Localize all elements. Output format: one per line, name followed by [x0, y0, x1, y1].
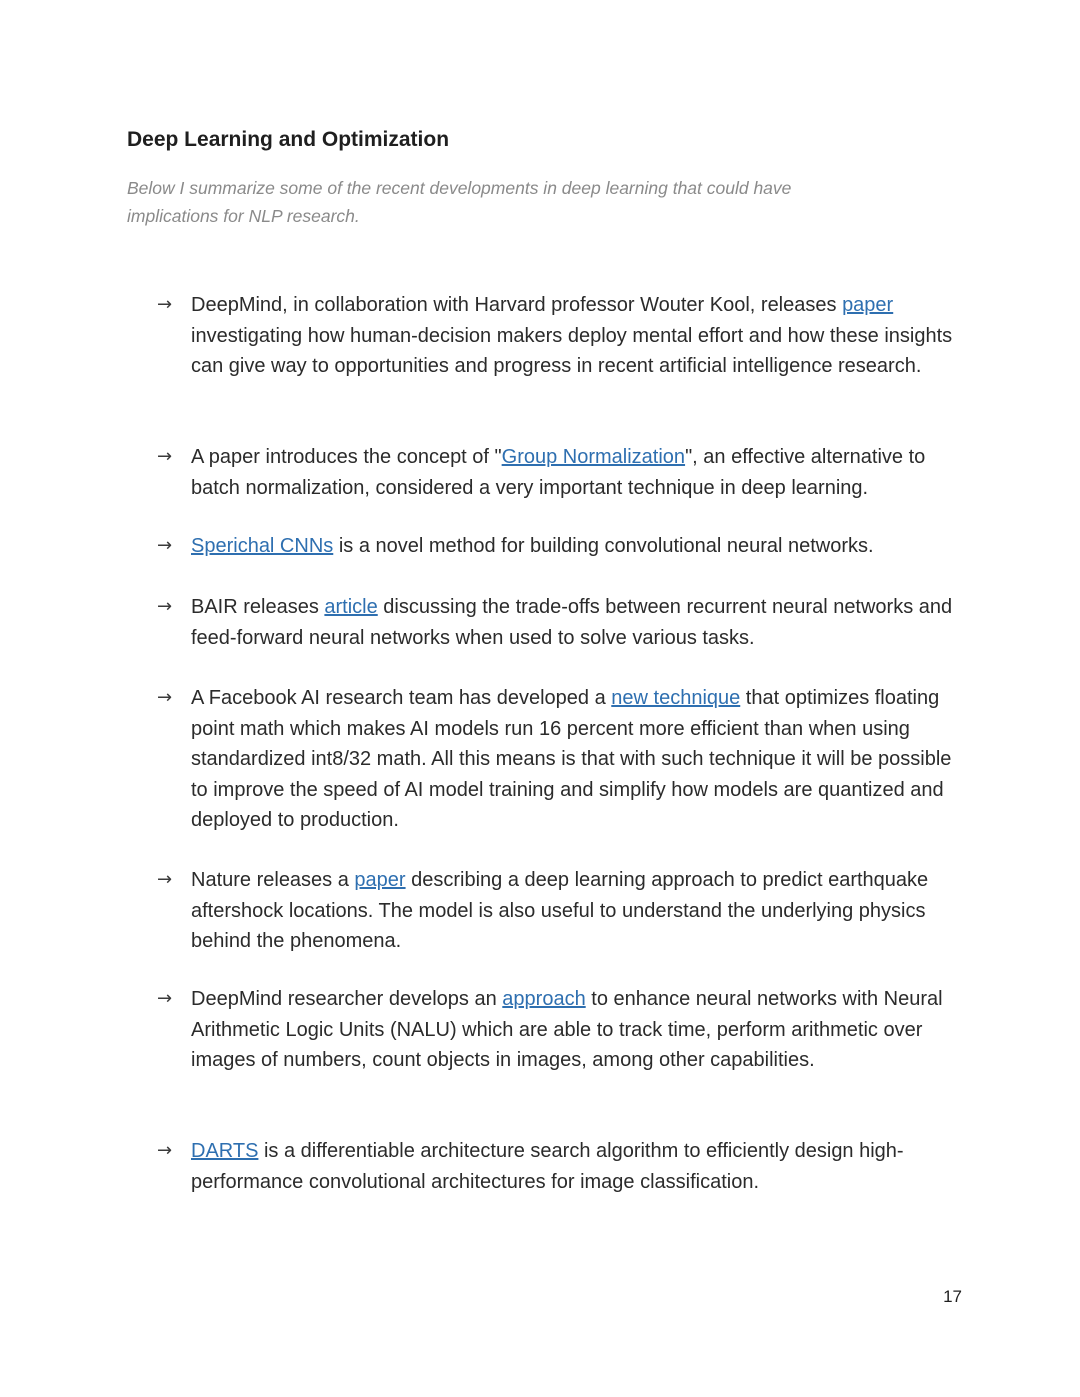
bullet-item-4 [157, 592, 957, 653]
bullet-text-before: BAIR releases [191, 596, 325, 618]
bullet-item-1 [157, 290, 957, 382]
section-heading: Deep Learning and Optimization [127, 128, 450, 151]
bullet-text-before: A paper introduces the concept of " [191, 446, 502, 468]
bullet-text-after: investigating how human-decision makers deploy mental effort and how these insights can give way to opportunities and progress in recent artificial intelligence research. [191, 324, 953, 377]
bullet-item-3 [157, 531, 957, 562]
bullet-text-after: to enhance neural networks with Neural Arithmetic Logic Units (NALU) which are able to track time, perform arithmetic over images of numbers, count objects in images, among other capabilities. [191, 988, 943, 1071]
arrow-icon: → [157, 294, 173, 315]
bullet-text [191, 865, 957, 957]
section-subtitle: Below I summarize some of the recent developments in deep learning that could have implications for NLP research. [127, 178, 792, 226]
bullet-text-after: ", an effective alternative to batch normalization, considered a very important technique in deep learning. [191, 446, 926, 499]
bullet-text [191, 1136, 957, 1197]
arrow-icon: → [157, 687, 173, 708]
paper-link[interactable]: paper [842, 294, 894, 316]
darts-link[interactable]: DARTS [191, 1140, 259, 1162]
arrow-icon: → [157, 1140, 173, 1161]
bullet-text-after: is a differentiable architecture search algorithm to efficiently design high-performance convolutional architectures for image classification. [191, 1140, 904, 1193]
arrow-icon: → [157, 596, 173, 617]
bullet-item-5 [157, 683, 957, 836]
bullet-item-8 [157, 1136, 957, 1197]
arrow-icon: → [157, 535, 173, 556]
bullet-text-before: DeepMind researcher develops an [191, 988, 503, 1010]
bullet-text [191, 683, 957, 836]
bullet-text-after: is a novel method for building convolutional neural networks. [333, 535, 874, 557]
bullet-text [191, 290, 957, 382]
spherical-cnns-link[interactable]: Sperichal CNNs [191, 535, 334, 557]
bullet-text-after: discussing the trade-offs between recurrent neural networks and feed-forward neural networks when used to solve various tasks. [191, 596, 953, 649]
group-normalization-link[interactable]: Group Normalization [501, 446, 686, 468]
approach-link[interactable]: approach [502, 988, 586, 1010]
arrow-icon: → [157, 446, 173, 467]
page-number: 17 [943, 1287, 962, 1306]
nature-paper-link[interactable]: paper [354, 869, 406, 891]
bullet-text [191, 984, 957, 1076]
new-technique-link[interactable]: new technique [611, 687, 741, 709]
bullet-text [191, 531, 957, 562]
arrow-icon: → [157, 869, 173, 890]
bullet-text-after: describing a deep learning approach to predict earthquake aftershock locations. The model is also useful to understand the underlying physics behind the phenomena. [191, 869, 929, 952]
bullet-text-before: Nature releases a [191, 869, 355, 891]
bullet-text [191, 442, 957, 503]
bullet-text-after: that optimizes floating point math which makes AI models run 16 percent more efficient than when using standardized int8/32 math. All this means is that with such technique it will be possible to improve the speed of AI model training and simplify how models are quantized and deployed to production. [191, 687, 952, 831]
bullet-text-before: A Facebook AI research team has developed a [191, 687, 612, 709]
arrow-icon: → [157, 988, 173, 1009]
bullet-text [191, 592, 957, 653]
bullet-item-7 [157, 984, 957, 1076]
bullet-text-before: DeepMind, in collaboration with Harvard professor Wouter Kool, releases [191, 294, 843, 316]
bullet-item-6 [157, 865, 957, 957]
bullet-item-2 [157, 442, 957, 503]
article-link[interactable]: article [324, 596, 378, 618]
